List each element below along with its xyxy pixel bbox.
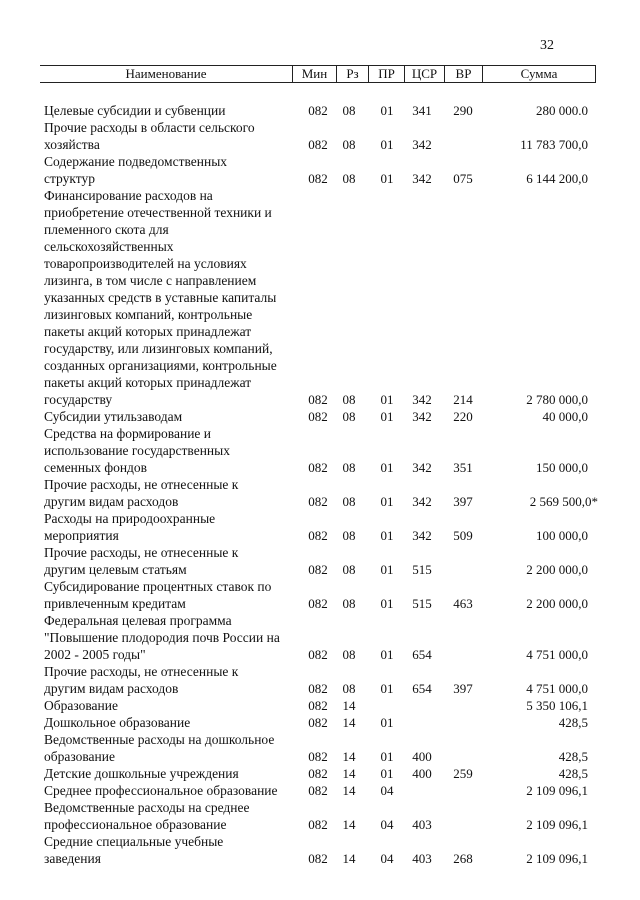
cell-csr: 515: [412, 596, 432, 611]
table-row: [0, 765, 640, 782]
cell-pr: 01: [380, 528, 394, 543]
row-name-line: хозяйства: [44, 137, 100, 152]
cell-vr: 397: [453, 494, 473, 509]
cell-min: 082: [308, 137, 328, 152]
row-name-line: государству, или лизинговых компаний,: [44, 341, 273, 356]
cell-vr: 220: [453, 409, 473, 424]
cell-sum: 40 000,0: [542, 409, 588, 424]
cell-pr: 01: [380, 681, 394, 696]
row-name-line: мероприятия: [44, 528, 119, 543]
table-row: [0, 544, 640, 578]
row-name-line: Образование: [44, 698, 118, 713]
cell-csr: 403: [412, 851, 432, 866]
row-name: [44, 476, 292, 510]
cell-csr: 400: [412, 766, 432, 781]
cell-rz: 08: [342, 171, 356, 186]
cell-pr: 04: [380, 817, 394, 832]
row-name: [44, 544, 292, 578]
row-name: [44, 612, 292, 663]
table-body: [0, 102, 640, 867]
cell-csr: 341: [412, 103, 432, 118]
table-row: [0, 408, 640, 425]
cell-pr: 01: [380, 171, 394, 186]
row-name-line: племенного скота для: [44, 222, 169, 237]
cell-min: 082: [308, 562, 328, 577]
row-name-line: Субсидии утильзаводам: [44, 409, 183, 424]
table-row: [0, 697, 640, 714]
row-name-line: "Повышение плодородия почв России на: [44, 630, 280, 645]
row-name: [44, 102, 292, 119]
header-sum: Сумма: [482, 66, 596, 82]
cell-min: 082: [308, 460, 328, 475]
row-name-line: Содержание подведомственных: [44, 154, 228, 169]
cell-sum: 4 751 000,0: [526, 681, 588, 696]
row-name: [44, 714, 292, 731]
row-name: [44, 510, 292, 544]
cell-sum: 2 780 000,0: [526, 392, 588, 407]
cell-sum: 6 144 200,0: [526, 171, 588, 186]
table-row: [0, 612, 640, 663]
cell-rz: 08: [342, 647, 356, 662]
cell-rz: 08: [342, 596, 356, 611]
row-name-line: Финансирование расходов на: [44, 188, 213, 203]
row-name-line: заведения: [44, 851, 101, 866]
cell-sum: 150 000,0: [536, 460, 588, 475]
cell-csr: 400: [412, 749, 432, 764]
row-name: [44, 408, 292, 425]
cell-rz: 08: [342, 409, 356, 424]
row-name-line: товаропроизводителей на условиях: [44, 256, 247, 271]
table-row: [0, 476, 640, 510]
row-name: [44, 578, 292, 612]
header-csr: ЦСР: [404, 66, 444, 82]
row-name: [44, 731, 292, 765]
row-name-line: другим видам расходов: [44, 681, 179, 696]
header-vr: ВР: [444, 66, 482, 82]
cell-vr: 259: [453, 766, 473, 781]
cell-rz: 14: [342, 766, 356, 781]
cell-rz: 08: [342, 103, 356, 118]
row-name-line: структур: [44, 171, 95, 186]
cell-pr: 01: [380, 715, 394, 730]
cell-pr: 01: [380, 392, 394, 407]
cell-sum: 428,5: [558, 749, 588, 764]
cell-pr: 01: [380, 562, 394, 577]
cell-vr: 214: [453, 392, 473, 407]
table-row: [0, 782, 640, 799]
row-name-line: Субсидирование процентных ставок по: [44, 579, 272, 594]
cell-min: 082: [308, 681, 328, 696]
row-name: [44, 663, 292, 697]
cell-rz: 14: [342, 817, 356, 832]
cell-csr: 654: [412, 647, 432, 662]
cell-sum: 11 783 700,0: [520, 137, 588, 152]
cell-sum: 100 000,0: [536, 528, 588, 543]
table-row: [0, 731, 640, 765]
cell-min: 082: [308, 698, 328, 713]
cell-pr: 01: [380, 749, 394, 764]
cell-rz: 14: [342, 698, 356, 713]
row-name-line: Дошкольное образование: [44, 715, 191, 730]
cell-csr: 342: [412, 392, 432, 407]
table-row: [0, 425, 640, 476]
cell-pr: 01: [380, 766, 394, 781]
cell-min: 082: [308, 766, 328, 781]
table-row: [0, 102, 640, 119]
cell-min: 082: [308, 103, 328, 118]
table-row: [0, 578, 640, 612]
cell-min: 082: [308, 749, 328, 764]
cell-rz: 08: [342, 494, 356, 509]
row-name-line: использование государственных: [44, 443, 230, 458]
cell-min: 082: [308, 715, 328, 730]
cell-pr: 01: [380, 409, 394, 424]
cell-min: 082: [308, 817, 328, 832]
cell-csr: 342: [412, 409, 432, 424]
table-row: [0, 119, 640, 153]
cell-rz: 14: [342, 783, 356, 798]
row-name-line: сельскохозяйственных: [44, 239, 174, 254]
cell-vr: 268: [453, 851, 473, 866]
row-name-line: Федеральная целевая программа: [44, 613, 232, 628]
cell-vr: 463: [453, 596, 473, 611]
row-name-line: лизинга, в том числе с направлением: [44, 273, 257, 288]
row-name-line: созданных организациями, контрольные: [44, 358, 277, 373]
row-name-line: пакеты акций которых принадлежат: [44, 375, 252, 390]
cell-min: 082: [308, 392, 328, 407]
row-name: [44, 425, 292, 476]
row-name-line: другим целевым статьям: [44, 562, 187, 577]
row-name-line: семенных фондов: [44, 460, 148, 475]
cell-rz: 08: [342, 562, 356, 577]
cell-csr: 342: [412, 171, 432, 186]
cell-rz: 08: [342, 460, 356, 475]
row-name: [44, 833, 292, 867]
cell-csr: 342: [412, 528, 432, 543]
cell-pr: 04: [380, 783, 394, 798]
cell-rz: 14: [342, 851, 356, 866]
cell-rz: 14: [342, 715, 356, 730]
cell-min: 082: [308, 494, 328, 509]
cell-sum: 428,5: [558, 766, 588, 781]
cell-csr: 654: [412, 681, 432, 696]
row-name: [44, 119, 292, 153]
cell-vr: 397: [453, 681, 473, 696]
header-pr: ПР: [368, 66, 404, 82]
row-name-line: Средства на формирование и: [44, 426, 212, 441]
cell-min: 082: [308, 409, 328, 424]
cell-rz: 08: [342, 392, 356, 407]
row-name-line: лизинговых компаний, контрольные: [44, 307, 253, 322]
row-name-line: Прочие расходы, не отнесенные к: [44, 477, 239, 492]
row-name-line: Среднее профессиональное образование: [44, 783, 278, 798]
row-name-line: Расходы на природоохранные: [44, 511, 216, 526]
row-name-line: Ведомственные расходы на дошкольное: [44, 732, 275, 747]
cell-csr: 515: [412, 562, 432, 577]
cell-vr: 075: [453, 171, 473, 186]
table-row: [0, 187, 640, 408]
row-name-line: другим видам расходов: [44, 494, 179, 509]
cell-sum: 2 109 096,1: [526, 851, 588, 866]
cell-sum: 2 200 000,0: [526, 562, 588, 577]
header-name: Наименование: [125, 66, 207, 81]
header-min: Мин: [292, 66, 336, 82]
cell-min: 082: [308, 171, 328, 186]
table-row: [0, 799, 640, 833]
cell-sum: 280 000.0: [536, 103, 588, 118]
row-name-line: образование: [44, 749, 115, 764]
cell-csr: 403: [412, 817, 432, 832]
header-rz: Рз: [336, 66, 368, 82]
cell-pr: 01: [380, 103, 394, 118]
cell-min: 082: [308, 783, 328, 798]
cell-sum: 2 200 000,0: [526, 596, 588, 611]
cell-pr: 01: [380, 460, 394, 475]
cell-min: 082: [308, 596, 328, 611]
row-name-line: Прочие расходы, не отнесенные к: [44, 545, 239, 560]
cell-sum: 4 751 000,0: [526, 647, 588, 662]
table-row: [0, 153, 640, 187]
row-name-line: профессиональное образование: [44, 817, 227, 832]
cell-sum: 2 569 500,0*: [529, 494, 598, 509]
row-name-line: Средние специальные учебные: [44, 834, 224, 849]
row-name-line: 2002 - 2005 годы": [44, 647, 146, 662]
row-name-line: пакеты акций которых принадлежат: [44, 324, 252, 339]
table-row: [0, 510, 640, 544]
cell-pr: 01: [380, 494, 394, 509]
cell-sum: 2 109 096,1: [526, 783, 588, 798]
cell-sum: 428,5: [558, 715, 588, 730]
cell-rz: 14: [342, 749, 356, 764]
cell-pr: 04: [380, 851, 394, 866]
row-name: [44, 697, 292, 714]
cell-sum: 2 109 096,1: [526, 817, 588, 832]
cell-min: 082: [308, 851, 328, 866]
row-name-line: Ведомственные расходы на среднее: [44, 800, 250, 815]
row-name: [44, 187, 292, 408]
row-name-line: государству: [44, 392, 113, 407]
row-name-line: привлеченным кредитам: [44, 596, 186, 611]
cell-pr: 01: [380, 596, 394, 611]
row-name-line: указанных средств в уставные капиталы: [44, 290, 277, 305]
table-row: [0, 833, 640, 867]
cell-vr: 509: [453, 528, 473, 543]
cell-pr: 01: [380, 137, 394, 152]
cell-vr: 351: [453, 460, 473, 475]
cell-csr: 342: [412, 494, 432, 509]
row-name: [44, 782, 292, 799]
table-header: [40, 65, 596, 83]
cell-csr: 342: [412, 460, 432, 475]
row-name-line: Прочие расходы в области сельского: [44, 120, 255, 135]
cell-rz: 08: [342, 137, 356, 152]
table-row: [0, 663, 640, 697]
table-row: [0, 714, 640, 731]
cell-rz: 08: [342, 528, 356, 543]
row-name-line: Прочие расходы, не отнесенные к: [44, 664, 239, 679]
row-name: [44, 799, 292, 833]
row-name-line: приобретение отечественной техники и: [44, 205, 272, 220]
cell-rz: 08: [342, 681, 356, 696]
row-name: [44, 765, 292, 782]
cell-sum: 5 350 106,1: [526, 698, 588, 713]
cell-csr: 342: [412, 137, 432, 152]
cell-min: 082: [308, 528, 328, 543]
cell-vr: 290: [453, 103, 473, 118]
row-name: [44, 153, 292, 187]
row-name-line: Детские дошкольные учреждения: [44, 766, 239, 781]
page-number: 32: [540, 38, 554, 53]
row-name-line: Целевые субсидии и субвенции: [44, 103, 226, 118]
cell-min: 082: [308, 647, 328, 662]
cell-pr: 01: [380, 647, 394, 662]
